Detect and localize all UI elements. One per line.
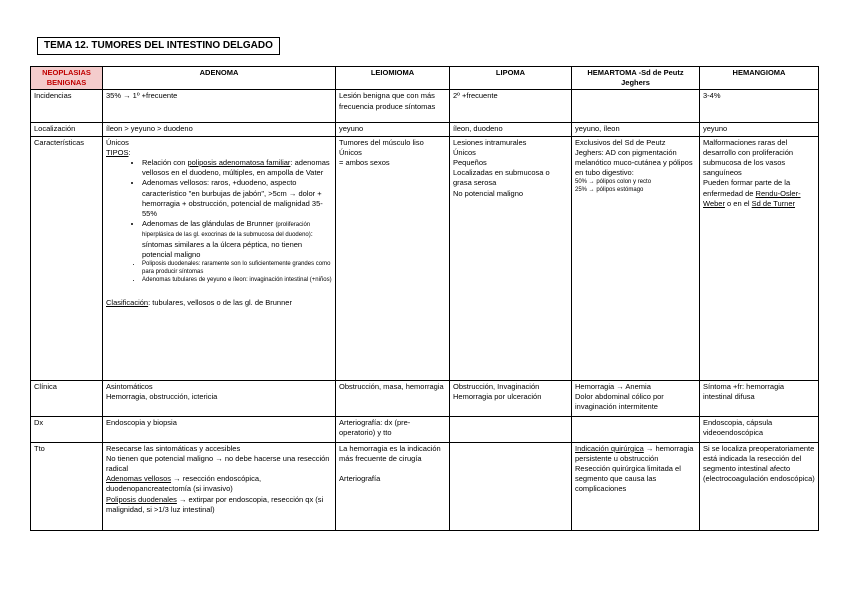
poliposis-duodenales-term: Poliposis duodenales <box>106 494 177 504</box>
text-fragment: Adenomas de las glándulas de Brunner <box>142 219 274 229</box>
row-label: Tto <box>31 442 103 530</box>
row-clinica <box>31 380 819 416</box>
cell-hemangioma: Si se localiza preoperatoriamente está indicada la resección del segmento intestinal afecto (electrocoagulación endoscópica) <box>700 442 819 530</box>
header-neoplasias: NEOPLASIAS BENIGNAS <box>31 67 103 90</box>
adenomas-vellosos-term: Adenomas vellosos <box>106 474 172 484</box>
cell-lipoma: íleon, duodeno <box>450 123 572 136</box>
row-incidencias <box>31 90 819 123</box>
rendu-osler-weber-term: Rendu-Osler-Weber <box>703 188 801 208</box>
row-caracteristicas <box>31 136 819 380</box>
text-line <box>575 444 696 464</box>
cell-adenoma <box>103 442 336 530</box>
tipos-label: TIPOS <box>106 147 129 157</box>
text-line: Únicos <box>339 147 362 157</box>
cell-leiomioma: Obstrucción, masa, hemorragia <box>336 380 450 416</box>
text-line: 25% → pólipos estómago <box>575 187 644 194</box>
small-note: (proliferación hiperplásica de las gl. exocrinas de la submucosa del duodeno) <box>142 222 311 239</box>
cell-leiomioma <box>336 136 450 380</box>
text-line: = ambos sexos <box>339 158 390 168</box>
text-line: Resecarse las sintomáticas y accesibles <box>106 443 241 453</box>
text-line: Tumores del músculo liso <box>339 137 424 147</box>
row-label: Incidencias <box>31 90 103 123</box>
text-line: Exclusivos del Sd de Peutz Jeghers: AD con pigmentación melanótico muco-cutánea y pólipos en tubo digestivo: <box>575 137 693 178</box>
row-dx <box>31 416 819 442</box>
tumors-table <box>30 66 819 531</box>
cell-hemartoma: yeyuno, íleon <box>572 123 700 136</box>
row-tto <box>31 442 819 530</box>
cell-lipoma: 2º +frecuente <box>450 90 572 123</box>
turner-term: Sd de Turner <box>751 198 796 208</box>
row-label: Dx <box>31 416 103 442</box>
text-line: No potencial maligno <box>453 188 524 198</box>
text-line: No tienen que potencial maligno → no debe hacerse una resección radical <box>106 453 330 474</box>
text-line: Únicos <box>106 137 129 147</box>
text-fragment: → hemorragia persistente u obstrucción <box>575 443 694 463</box>
tipos-colon: : <box>128 147 131 157</box>
text-fragment: : adenomas vellosos en el duodeno, múltiples, en ampolla de Vater <box>142 158 330 178</box>
cell-lipoma <box>450 416 572 442</box>
header-leiomioma: LEIOMIOMA <box>336 67 450 90</box>
row-localizacion <box>31 123 819 136</box>
text-fragment: → extirpar por endoscopia, resección qx (si malignidad, si >1/3 luz intestinal) <box>106 494 324 514</box>
cell-hemangioma <box>700 136 819 380</box>
header-adenoma: ADENOMA <box>103 67 336 90</box>
cell-hemartoma: Hemorragia → Anemia Dolor abdominal cólico por invaginación intermitente <box>572 380 700 416</box>
row-label: Clínica <box>31 380 103 416</box>
tipos-heading <box>106 148 332 158</box>
text-line <box>703 178 815 209</box>
cell-leiomioma: Arteriografía: dx (pre-operatorio) y tto <box>336 416 450 442</box>
page-title: TEMA 12. TUMORES DEL INTESTINO DELGADO <box>37 37 280 55</box>
text-fragment: → resección endoscópica, duodenopancreatectomía (si invasivo) <box>106 474 262 494</box>
list-item <box>142 219 332 260</box>
cell-hemartoma <box>572 416 700 442</box>
text-line: Lesiones intramurales <box>453 137 527 147</box>
text-fragment: Relación con <box>142 158 188 168</box>
cell-lipoma: Obstrucción, Invaginación Hemorragia por ulceración <box>450 380 572 416</box>
header-hemartoma: HEMARTOMA -Sd de Peutz Jeghers <box>572 67 700 90</box>
text-line: Localizadas en submucosa o grasa serosa <box>453 168 550 188</box>
cell-hemangioma: 3-4% <box>700 90 819 123</box>
text-line: Pequeños <box>453 158 487 168</box>
poliposis-term: poliposis adenomatosa familiar <box>187 158 291 168</box>
cell-hemartoma <box>572 442 700 530</box>
header-row <box>31 67 819 90</box>
row-label: Características <box>31 136 103 380</box>
header-lipoma: LIPOMA <box>450 67 572 90</box>
cell-lipoma <box>450 136 572 380</box>
list-item: • Poliposis duodenales: raramente son lo suficientemente grandes como para producir síntomas <box>142 260 332 276</box>
cell-adenoma: 35% → 1º +frecuente <box>103 90 336 123</box>
text-line: Únicos <box>453 147 476 157</box>
cell-leiomioma: yeyuno <box>336 123 450 136</box>
text-line: Resección quirúrgica limitada el segmento que causa las complicaciones <box>575 464 681 494</box>
cell-adenoma <box>103 136 336 380</box>
cell-leiomioma: La hemorragia es la indicación más frecuente de cirugía Arteriografía <box>336 442 450 530</box>
text-line <box>106 495 332 515</box>
list-item: • Adenomas tubulares de yeyuno e íleon: invaginación intestinal (+niños) <box>142 276 332 284</box>
cell-adenoma: íleon > yeyuno > duodeno <box>103 123 336 136</box>
clasificacion-label: Clasificación <box>106 298 149 308</box>
cell-leiomioma: Lesión benigna que con más frecuencia produce síntomas <box>336 90 450 123</box>
text-fragment: : síntomas similares a la úlcera péptica, no tienen potencial maligno <box>142 229 313 259</box>
text-fragment: Pueden formar parte de la enfermedad de <box>703 178 791 198</box>
text-line: Malformaciones raras del desarrollo con proliferación submucosa de los vasos sanguíneos <box>703 137 794 178</box>
cell-adenoma: Endoscopia y biopsia <box>103 416 336 442</box>
text-line: 50% → pólipos colon y recto <box>575 179 652 186</box>
list-item <box>142 158 332 178</box>
cell-hemangioma: yeyuno <box>700 123 819 136</box>
cell-hemangioma: Endoscopia, cápsula videoendoscópica <box>700 416 819 442</box>
cell-hemartoma <box>572 90 700 123</box>
text-fragment: o en el <box>724 198 752 208</box>
clasificacion-line <box>106 298 332 308</box>
header-hemangioma: HEMANGIOMA <box>700 67 819 90</box>
indicacion-quirurgica-term: Indicación quirúrgica <box>575 443 644 453</box>
cell-hemartoma <box>572 136 700 380</box>
text-fragment: : tubulares, vellosos o de las gl. de Brunner <box>148 298 292 308</box>
list-item: • Adenomas vellosos: raros, +duodeno, aspecto característico "en burbujas de jabón", >5cm → dolor + hemorragia + obstrucción, potencial de malignidad 35-55% <box>142 178 332 219</box>
row-label: Localización <box>31 123 103 136</box>
cell-lipoma <box>450 442 572 530</box>
tipos-list <box>106 158 332 284</box>
text-line <box>106 474 332 494</box>
cell-hemangioma: Síntoma +fr: hemorragia intestinal difusa <box>700 380 819 416</box>
cell-adenoma: Asintomáticos Hemorragia, obstrucción, ictericia <box>103 380 336 416</box>
